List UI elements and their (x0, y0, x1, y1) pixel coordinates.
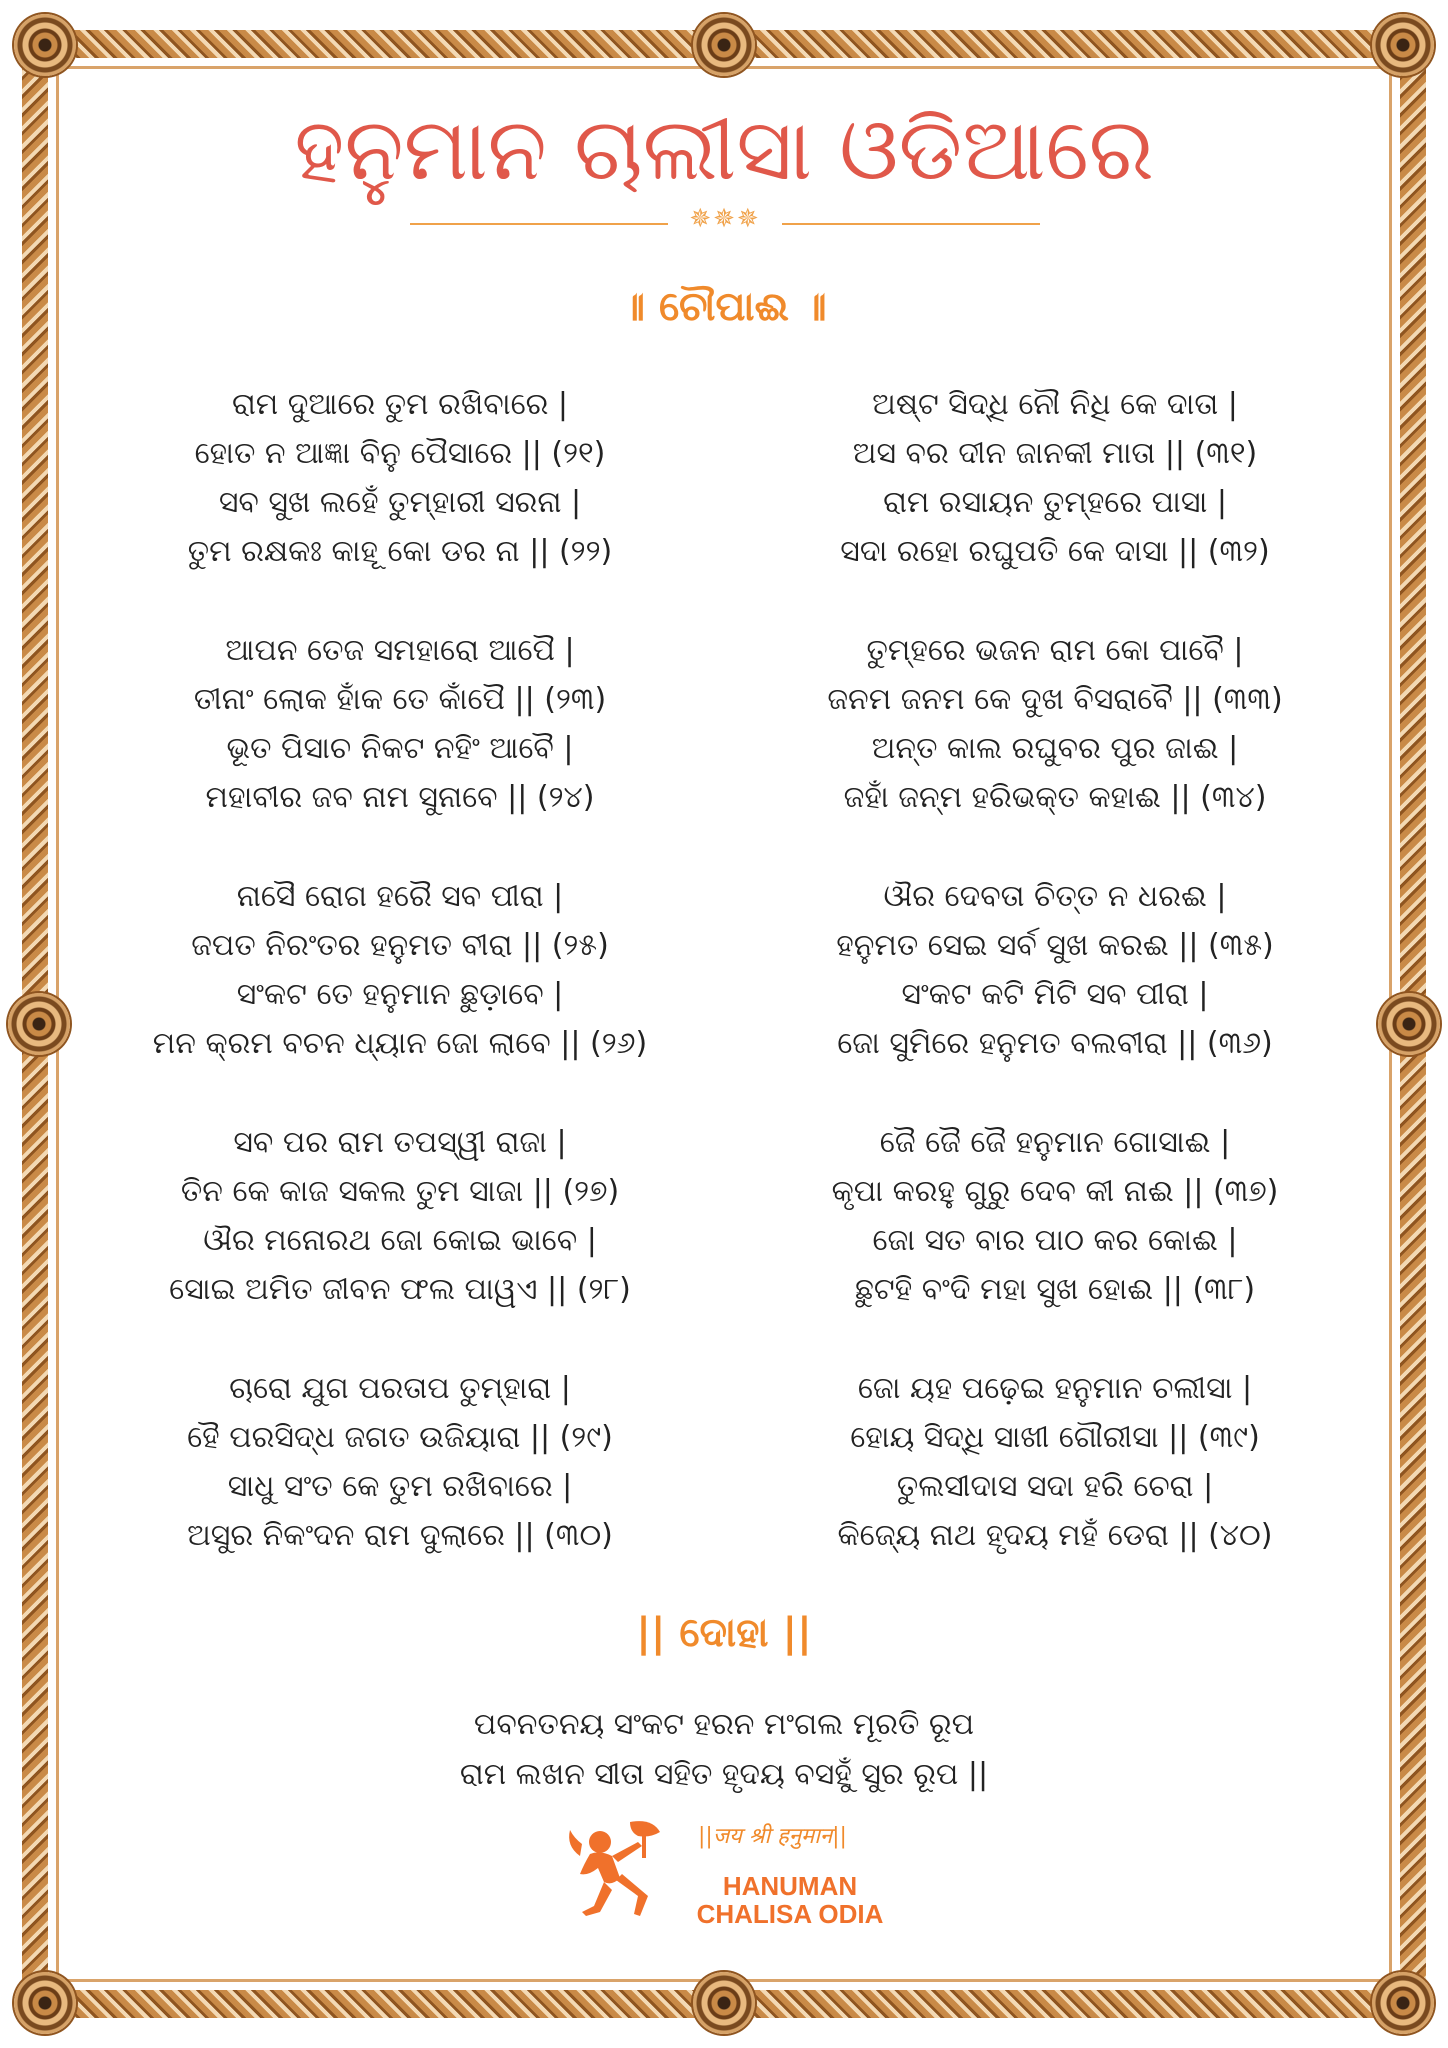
verse-line: ସୋଇ ଅମିତ ଜୀବନ ଫଲ ପାୱଏ || (୨୮) (169, 1272, 631, 1307)
edge-medallion-icon (8, 993, 70, 1055)
verse-line: ତୁମ ରକ୍ଷକଃ କାହୂ କୋ ଡର ନା || (୨୨) (187, 534, 613, 569)
verse-line: ଜୋ ୟହ ପଢ଼େଇ ହନୁମାନ ଚଲୀସା | (857, 1371, 1253, 1406)
verse-line: ତିନ କେ କାଜ ସକଲ ତୁମ ସାଜା || (୨୭) (180, 1174, 620, 1209)
verse-line: ଜୋ ସୁମିରେ ହନୁମତ ବଲବୀରା || (୩୬) (837, 1026, 1273, 1061)
logo-name-line2: CHALISA ODIA (696, 1899, 884, 1929)
stanza (735, 1364, 1375, 1610)
stanza (80, 626, 720, 872)
divider-line-left (410, 223, 668, 225)
page-title: ହନୁମାନ ଚାଲୀସା ଓଡିଆରେ (294, 100, 1154, 200)
edge-medallion-icon (1378, 993, 1440, 1055)
verse-line: ହୋତ ନ ଆଜ୍ଞା ବିନୁ ପୈସାରେ || (୨୧) (194, 436, 606, 471)
verse-column-right (735, 380, 1375, 1610)
title-divider (410, 204, 1040, 236)
corner-medallion-icon (1372, 1972, 1434, 2034)
stanza (735, 380, 1375, 626)
verse-line: ଜହାଁ ଜନ୍ମ ହରିଭକ୍ତ କହାଈ || (୩୪) (843, 780, 1267, 815)
verse-line: ଔର ମନୋରଥ ଜୋ କୋଇ ଭାବେ | (203, 1223, 597, 1258)
verse-line: ମହାବୀର ଜବ ନାମ ସୁନାବେ || (୨୪) (205, 780, 595, 815)
verse-line: ଜପତ ନିରଂତର ହନୁମତ ବୀରା || (୨୫) (191, 928, 609, 963)
verse-line: ତୁଲସୀଦାସ ସଦା ହରି ଚେରା | (896, 1469, 1214, 1504)
verse-column-left (80, 380, 720, 1610)
verse-line: ସାଧୁ ସଂତ କେ ତୁମ ରଖିବାରେ | (227, 1469, 573, 1504)
chaupai-heading: ॥ ଚୌପାଈ ॥ (621, 284, 827, 330)
doha-block (0, 1700, 1448, 1800)
stanza (80, 1364, 720, 1610)
stanza (80, 872, 720, 1118)
verse-line: ଅସୁର ନିକଂଦନ ରାମ ଦୁଲାରେ || (୩୦) (187, 1518, 613, 1553)
stanza (735, 1118, 1375, 1364)
doha-line: ପବନତନୟ ସଂକଟ ହରନ ମଂଗଲ ମୂରତି ରୂପ (473, 1707, 975, 1742)
verse-line: ତୁମ୍ହରେ ଭଜନ ରାମ କୋ ପାବୈ | (866, 633, 1244, 668)
doha-heading: || ଦୋହା || (636, 1610, 812, 1656)
verse-line: ଆପନ ତେଜ ସମହାରୋ ଆପୈ | (225, 633, 575, 668)
brand-logo (560, 1816, 920, 1929)
verse-line: ନାସୈ ରୋଗ ହରୈ ସବ ପୀରା | (236, 879, 564, 914)
verse-line: ହୋୟ ସିଦ୍ଧି ସାଖୀ ଗୌରୀସା || (୩୯) (850, 1420, 1260, 1455)
verse-line: ମନ କ୍ରମ ବଚନ ଧ୍ୟାନ ଜୋ ଲାବେ || (୨୬) (152, 1026, 648, 1061)
verse-line: ଅଷ୍ଟ ସିଦ୍ଧି ନୌ ନିଧି କେ ଦାତା | (872, 387, 1238, 422)
divider-line-right (782, 223, 1040, 225)
verse-line: ହୈ ପରସିଦ୍ଧ ଜଗତ ଉଜିୟାରା || (୨୯) (187, 1420, 613, 1455)
verse-line: ସଂକଟ କଟି ମିଟି ସବ ପୀରା | (901, 977, 1209, 1012)
verse-line: ସବ ପର ରାମ ତପସ୍ୱୀ ରାଜା | (233, 1125, 567, 1160)
verse-line: ତୀନାଂ ଲୋକ ହାଁକ ତେ କାଁପୈ || (୨୩) (193, 682, 607, 717)
verse-line: ଜୈ ଜୈ ଜୈ ହନୁମାନ ଗୋସାଈ | (879, 1125, 1231, 1160)
verse-line: କୃପା କରହୁ ଗୁରୁ ଦେବ କୀ ନାଈ || (୩୭) (831, 1174, 1279, 1209)
verse-line: ଅନ୍ତ କାଲ ରଘୁବର ପୁର ଜାଈ | (871, 731, 1239, 766)
verse-line: ଔର ଦେବତା ଚିତ୍ତ ନ ଧରଈ | (883, 879, 1227, 914)
verse-line: ରାମ ଦୁଆରେ ତୁମ ରଖିବାରେ | (231, 387, 569, 422)
stanza (80, 1118, 720, 1364)
stanza (80, 380, 720, 626)
edge-medallion-icon (693, 1972, 755, 2034)
logo-name (650, 1872, 930, 1928)
edge-medallion-icon (693, 14, 755, 76)
stanza (735, 626, 1375, 872)
stanza (735, 872, 1375, 1118)
verse-line: ଛୁଟହି ବଂଦି ମହା ସୁଖ ହୋଈ || (୩୮) (854, 1272, 1256, 1307)
verse-line: କିଜ୍ୟେ ନାଥ ହୃଦୟ ମହଁ ଡେରା || (୪୦) (837, 1518, 1273, 1553)
verse-line: ସଦା ରହୋ ରଘୁପତି କେ ଦାସା || (୩୨) (840, 534, 1270, 569)
verse-line: ଚାରୋ ଯୁଗ ପରତାପ ତୁମ୍ହାରା | (229, 1371, 571, 1406)
verse-line: ଜୋ ସତ ବାର ପାଠ କର କୋଈ | (872, 1223, 1238, 1258)
verse-line: ହନୁମତ ସେଇ ସର୍ବ ସୁଖ କରଈ || (୩୫) (836, 928, 1274, 963)
logo-name-line1: HANUMAN (722, 1871, 858, 1901)
star-ornament-icon: ✵✵✵ (689, 204, 761, 234)
verse-line: ଜନମ ଜନମ କେ ଦୁଖ ବିସରାବୈ || (୩୩) (827, 682, 1283, 717)
doha-line: ରାମ ଲଖନ ସୀତା ସହିତ ହୃଦୟ ବସହୁଁ ସୁର ରୂପ || (459, 1757, 989, 1792)
verse-line: ସଂକଟ ତେ ହନୁମାନ ଛୁଡ଼ାବେ | (236, 977, 564, 1012)
corner-medallion-icon (1372, 14, 1434, 76)
verse-line: ଭୂତ ପିସାଚ ନିକଟ ନହିଂ ଆବୈ | (226, 731, 574, 766)
verse-line: ରାମ ରସାୟନ ତୁମ୍ହରେ ପାସା | (883, 485, 1227, 520)
verse-line: ସବ ସୁଖ ଲହେଁ ତୁମ୍ହାରୀ ସରନା | (218, 485, 582, 520)
corner-medallion-icon (14, 1972, 76, 2034)
corner-medallion-icon (14, 14, 76, 76)
logo-tagline: ||जय श्री हनुमान|| (698, 1824, 847, 1849)
verse-line: ଅସ ବର ଦୀନ ଜାନକୀ ମାତା || (୩୧) (852, 436, 1258, 471)
